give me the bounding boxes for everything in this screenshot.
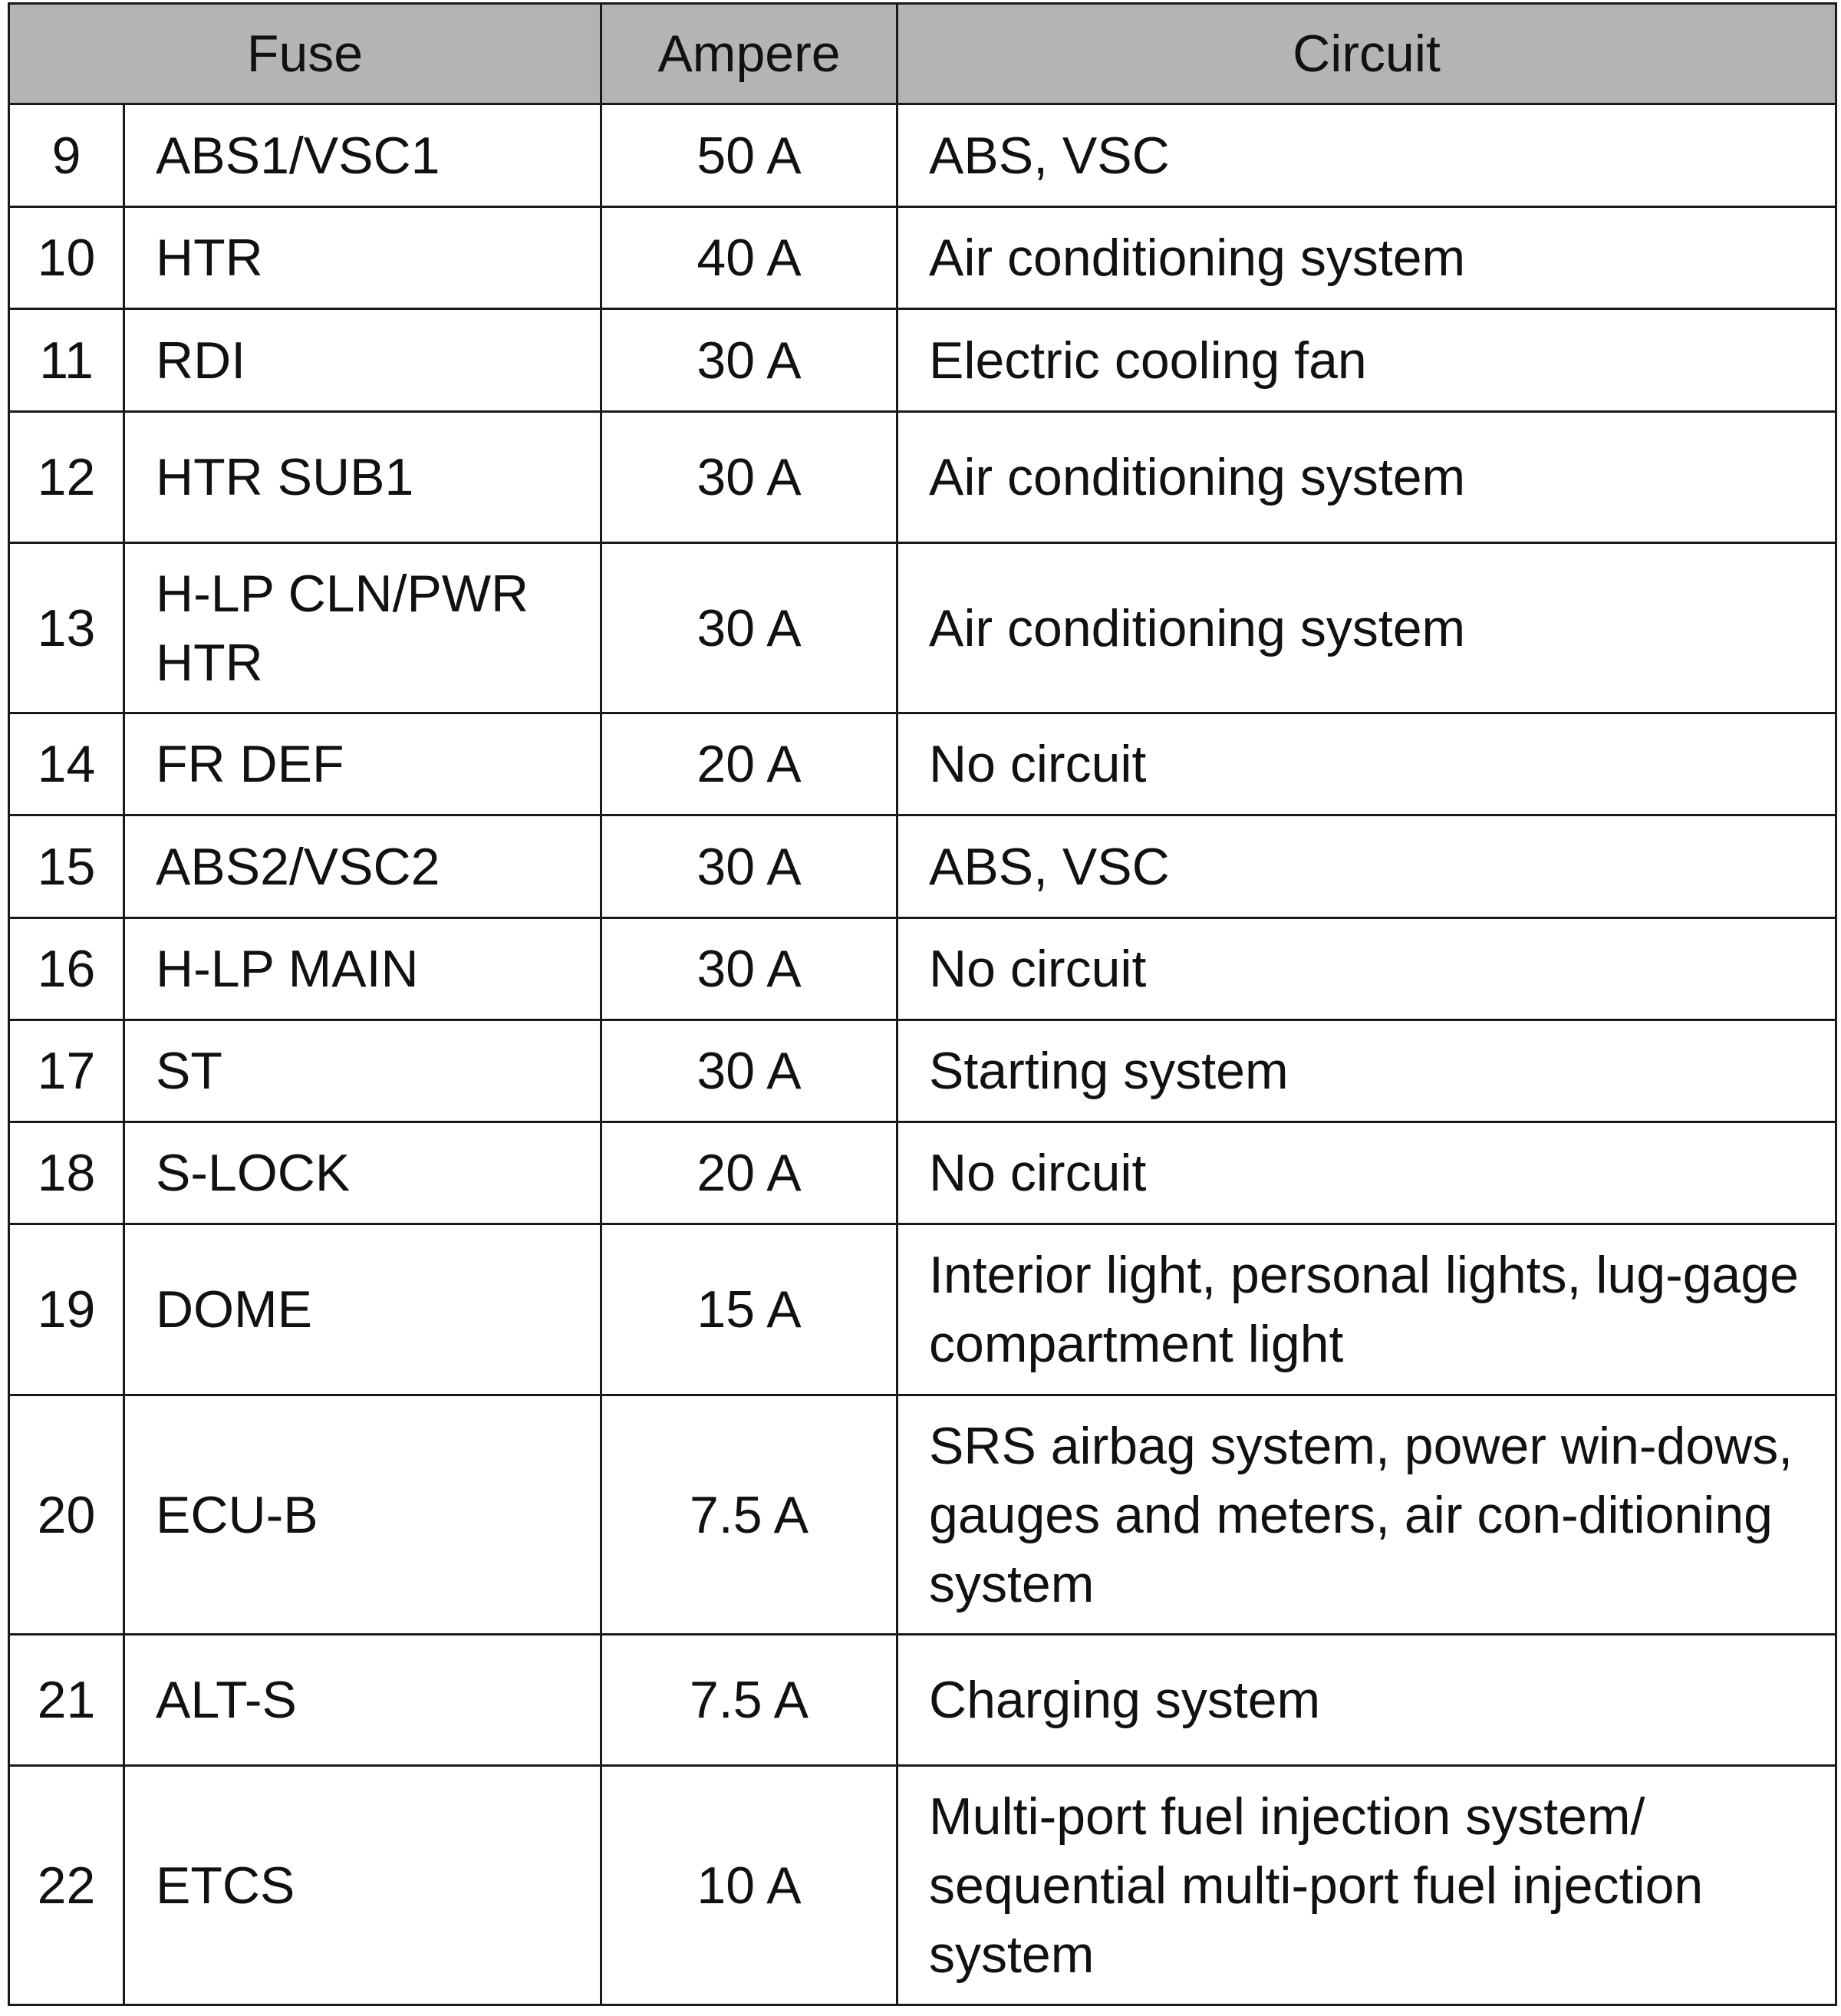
fuse-number: 21 bbox=[9, 1635, 124, 1766]
fuse-circuit: Starting system bbox=[897, 1020, 1836, 1122]
fuse-number: 12 bbox=[9, 412, 124, 543]
fuse-circuit: Charging system bbox=[897, 1635, 1836, 1766]
fuse-name: S-LOCK bbox=[124, 1122, 601, 1224]
fuse-number: 14 bbox=[9, 713, 124, 815]
fuse-ampere: 20 A bbox=[601, 1122, 897, 1224]
fuse-circuit: No circuit bbox=[897, 918, 1836, 1020]
fuse-name: HTR SUB1 bbox=[124, 412, 601, 543]
fuse-ampere: 50 A bbox=[601, 104, 897, 207]
table-row bbox=[9, 1395, 1836, 1635]
fuse-ampere: 7.5 A bbox=[601, 1635, 897, 1766]
fuse-ampere: 15 A bbox=[601, 1224, 897, 1395]
table-row bbox=[9, 309, 1836, 412]
table-row bbox=[9, 1122, 1836, 1224]
fuse-number: 22 bbox=[9, 1766, 124, 2005]
fuse-name: H-LP CLN/PWR HTR bbox=[124, 543, 601, 713]
fuse-name: FR DEF bbox=[124, 713, 601, 815]
fuse-number: 17 bbox=[9, 1020, 124, 1122]
fuse-ampere: 30 A bbox=[601, 412, 897, 543]
fuse-number: 19 bbox=[9, 1224, 124, 1395]
fuse-ampere: 30 A bbox=[601, 1020, 897, 1122]
fuse-ampere: 30 A bbox=[601, 918, 897, 1020]
fuse-number: 20 bbox=[9, 1395, 124, 1635]
fuse-circuit: Electric cooling fan bbox=[897, 309, 1836, 412]
fuse-number: 16 bbox=[9, 918, 124, 1020]
fuse-circuit: ABS, VSC bbox=[897, 104, 1836, 207]
fuse-name: HTR bbox=[124, 207, 601, 309]
fuse-name: ECU-B bbox=[124, 1395, 601, 1635]
table-row bbox=[9, 1766, 1836, 2005]
table-row bbox=[9, 543, 1836, 713]
fuse-number: 9 bbox=[9, 104, 124, 207]
fuse-number: 13 bbox=[9, 543, 124, 713]
table-row bbox=[9, 918, 1836, 1020]
fuse-name: ST bbox=[124, 1020, 601, 1122]
fuse-table bbox=[8, 2, 1837, 2006]
table-row bbox=[9, 1020, 1836, 1122]
table-row bbox=[9, 412, 1836, 543]
header-row bbox=[9, 4, 1836, 104]
fuse-circuit: No circuit bbox=[897, 1122, 1836, 1224]
fuse-ampere: 7.5 A bbox=[601, 1395, 897, 1635]
header-ampere: Ampere bbox=[601, 4, 897, 104]
fuse-circuit: Air conditioning system bbox=[897, 543, 1836, 713]
header-circuit: Circuit bbox=[897, 4, 1836, 104]
fuse-ampere: 30 A bbox=[601, 815, 897, 918]
fuse-name: ABS2/VSC2 bbox=[124, 815, 601, 918]
fuse-ampere: 40 A bbox=[601, 207, 897, 309]
header-fuse: Fuse bbox=[9, 4, 601, 104]
fuse-ampere: 10 A bbox=[601, 1766, 897, 2005]
fuse-name: H-LP MAIN bbox=[124, 918, 601, 1020]
fuse-circuit: Interior light, personal lights, lug-gage compartment light bbox=[897, 1224, 1836, 1395]
table-row bbox=[9, 207, 1836, 309]
fuse-circuit: Air conditioning system bbox=[897, 412, 1836, 543]
fuse-circuit: Multi-port fuel injection system/ sequential multi-port fuel injection system bbox=[897, 1766, 1836, 2005]
table-row bbox=[9, 1635, 1836, 1766]
fuse-number: 15 bbox=[9, 815, 124, 918]
fuse-name: RDI bbox=[124, 309, 601, 412]
fuse-circuit: Air conditioning system bbox=[897, 207, 1836, 309]
fuse-circuit: No circuit bbox=[897, 713, 1836, 815]
fuse-circuit: ABS, VSC bbox=[897, 815, 1836, 918]
fuse-ampere: 30 A bbox=[601, 309, 897, 412]
fuse-name: DOME bbox=[124, 1224, 601, 1395]
fuse-ampere: 30 A bbox=[601, 543, 897, 713]
table-row bbox=[9, 815, 1836, 918]
fuse-circuit: SRS airbag system, power win-dows, gauges and meters, air con-ditioning system bbox=[897, 1395, 1836, 1635]
table-row bbox=[9, 104, 1836, 207]
fuse-name: ABS1/VSC1 bbox=[124, 104, 601, 207]
fuse-number: 18 bbox=[9, 1122, 124, 1224]
fuse-number: 10 bbox=[9, 207, 124, 309]
table-row bbox=[9, 1224, 1836, 1395]
fuse-name: ALT-S bbox=[124, 1635, 601, 1766]
fuse-number: 11 bbox=[9, 309, 124, 412]
fuse-name: ETCS bbox=[124, 1766, 601, 2005]
table-row bbox=[9, 713, 1836, 815]
fuse-ampere: 20 A bbox=[601, 713, 897, 815]
